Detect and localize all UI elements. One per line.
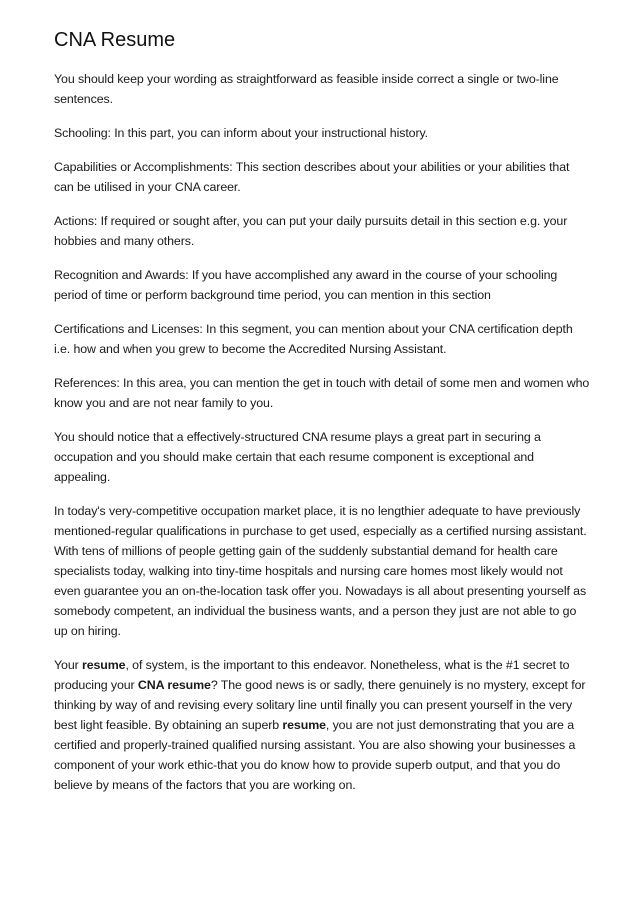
paragraph-market: In today's very-competitive occupation market place, it is no lengthier adequate to have previously mentioned-regular qualifications in purchase to get used, especially as a certified nursing assistant. With tens of millions of people getting gain of the suddenly substantial demand for health care specialists today, walking into tiny-time hospitals and nursing care homes most likely would not even guarantee you an on-the-location task offer you. Nowadays is all about presenting yourself as somebody competent, an individual the business wants, and a person they just are not able to go up on hiring. — [54, 504, 587, 638]
paragraph-wording: You should keep your wording as straightforward as feasible inside correct a single or two-line sentences. — [54, 72, 559, 106]
document-page — [54, 28, 590, 809]
bold-keyword-resume: resume — [81, 658, 126, 672]
paragraph-structure: You should notice that a effectively-structured CNA resume plays a great part in securing a occupation and you should make certain that each resume component is exceptional and appealing. — [54, 430, 541, 484]
text-run: , of system, is the important to this endeavor. Nonetheless, what is the #1 secret to producing your — [54, 658, 570, 692]
text-run: ? The good news is or sadly, there genuinely is no mystery, except for thinking by way of and revising every solitary line until finally you can present yourself in the very best light feasible. By obtaining an superb — [54, 678, 586, 732]
document-title: CNA Resume — [54, 29, 176, 51]
bold-keyword-cna-resume: CNA resume — [137, 678, 211, 692]
bold-keyword-resume: resume — [282, 718, 326, 732]
paragraph-capabilities: Capabilities or Accomplishments: This section describes about your abilities or your abilities that can be utilised in your CNA career. — [54, 160, 570, 194]
paragraph-awards: Recognition and Awards: If you have accomplished any award in the course of your schooling period of time or perform background time period, you can mention in this section — [54, 268, 558, 302]
text-run: , you are not just demonstrating that you are a certified and properly-trained qualified nursing assistant. You are also showing your businesses a component of your work ethic-that you do know how to provide superb output, and that you do believe by means of the factors that you are working on. — [54, 718, 576, 792]
paragraph-schooling: Schooling: In this part, you can inform about your instructional history. — [54, 126, 429, 140]
paragraph-references: References: In this area, you can mention the get in touch with detail of some men and women who know you and are not near family to you. — [54, 376, 590, 410]
text-run: Your — [54, 658, 82, 672]
paragraph-actions: Actions: If required or sought after, you can put your daily pursuits detail in this section e.g. your hobbies and many others. — [54, 214, 568, 248]
paragraph-resume-secret — [54, 655, 590, 795]
paragraph-certifications: Certifications and Licenses: In this segment, you can mention about your CNA certification depth i.e. how and when you grew to become the Accredited Nursing Assistant. — [54, 322, 573, 356]
